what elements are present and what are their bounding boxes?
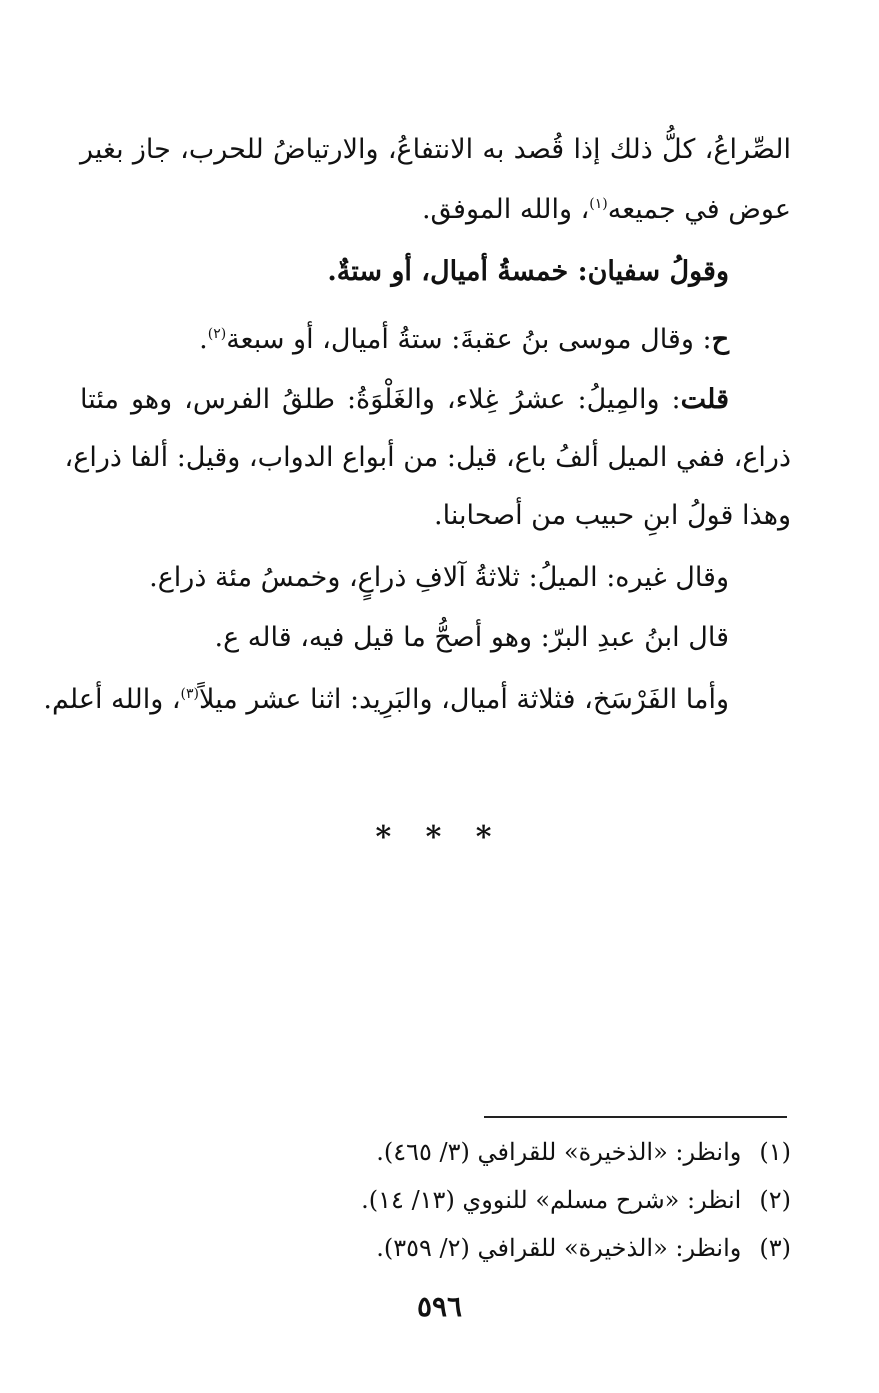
text-segment: وقولُ سفيان: خمسةُ أميال، أو ستةٌ. bbox=[327, 256, 729, 287]
footnote-number: (١) bbox=[759, 1138, 791, 1166]
text-segment: : والمِيلُ: عشرُ غِلاء، والغَلْوَةُ: طلقُ الفرس، وهو مئتا bbox=[80, 384, 681, 415]
text-segment: عوض في جميعه bbox=[607, 194, 791, 225]
body-line-5 bbox=[80, 378, 791, 422]
footnote-text: وانظر: «الذخيرة» للقرافي (٢/ ٣٥٩). bbox=[376, 1234, 742, 1262]
footnote-number: (٢) bbox=[759, 1186, 791, 1214]
text-segment: : وقال موسى بنُ عقبةَ: ستةُ أميال، أو سبعة bbox=[226, 324, 712, 355]
body-line-7 bbox=[434, 494, 791, 538]
body-line-3 bbox=[327, 250, 729, 294]
footnote-ref-1[interactable]: (١) bbox=[589, 196, 608, 212]
body-line-8 bbox=[149, 556, 729, 600]
text-segment: ، والله أعلم. bbox=[43, 684, 181, 715]
footnote-number: (٣) bbox=[759, 1234, 791, 1262]
footnote-1 bbox=[376, 1134, 791, 1170]
text-segment: وقال غيره: الميلُ: ثلاثةُ آلافِ ذراعٍ، وخمسُ مئة ذراع. bbox=[149, 562, 729, 593]
footnote-3 bbox=[376, 1230, 791, 1266]
footnote-divider bbox=[484, 1116, 787, 1118]
text-segment: قال ابنُ عبدِ البرّ: وهو أصحُّ ما قيل فيه، قاله ع. bbox=[214, 622, 729, 653]
page-number: ٥٩٦ bbox=[416, 1290, 463, 1323]
body-line-1 bbox=[80, 128, 791, 172]
body-line-6 bbox=[64, 436, 791, 480]
footnote-ref-2[interactable]: (٢) bbox=[207, 326, 227, 342]
text-segment: الصِّراعُ، كلُّ ذلك إذا قُصد به الانتفاعُ، والارتياضُ للحرب، جاز بغير bbox=[80, 134, 791, 165]
text-segment: وأما الفَرْسَخ، فثلاثة أميال، والبَرِيد: اثنا عشر ميلاً bbox=[199, 684, 729, 715]
footnote-2 bbox=[361, 1182, 791, 1218]
text-segment: ، والله الموفق. bbox=[421, 194, 590, 225]
text-segment: ذراع، ففي الميل ألفُ باع، قيل: من أبواع الدواب، وقيل: ألفا ذراع، bbox=[64, 442, 791, 473]
text-segment: وهذا قولُ ابنِ حبيب من أصحابنا. bbox=[434, 500, 791, 531]
body-line-4 bbox=[199, 318, 729, 362]
section-separator: * * * bbox=[375, 820, 504, 855]
footnote-text: انظر: «شرح مسلم» للنووي (١٣/ ١٤). bbox=[361, 1186, 742, 1214]
footnote-ref-3[interactable]: (٣) bbox=[180, 686, 200, 702]
body-line-9 bbox=[215, 616, 730, 660]
body-line-10 bbox=[43, 678, 729, 722]
text-segment: . bbox=[199, 324, 208, 355]
footnote-text: وانظر: «الذخيرة» للقرافي (٣/ ٤٦٥). bbox=[376, 1138, 742, 1166]
paragraph-label: قلت bbox=[680, 384, 729, 415]
body-line-2 bbox=[422, 188, 791, 232]
paragraph-label: ح bbox=[711, 324, 729, 355]
